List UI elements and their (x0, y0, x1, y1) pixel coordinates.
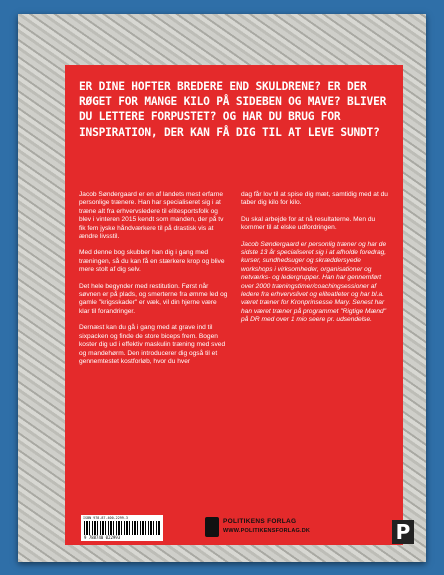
publisher-block (205, 515, 365, 541)
left-column (79, 191, 229, 374)
barcode-bars (84, 521, 160, 535)
right-column (241, 191, 391, 333)
publisher-name: POLITIKENS FORLAG (223, 518, 297, 525)
barcode (81, 515, 163, 541)
book-back-cover (18, 14, 426, 562)
author-bio: Jacob Søndergaard er personlig træner og har de sidste 13 år specialiseret sig i at afholde foredrag, kurser, sundhedsuger og skræddersyede workshops i virksomheder, organisationer og netværks- og ledergrupper. Han har gennemført over 2000 træningstimer/coachingsessioner af ledere fra erhvervslivet og eliteatleter og har bl.a. været træner for Kronprinsesse Mary. Senest har han været træner på programmet "Rigtige Mænd" på DR med over 1 mio seere pr. udsendelse. (241, 240, 387, 324)
publisher-p-mark-icon: P (392, 520, 414, 544)
left-paragraph-1: Jacob Søndergaard er en af landets mest erfarne personlige trænere. Han har specialiseret sig i at træne alt fra erhvervsledere til elitesportsfolk og blev i vinteren 2015 kendt som manden, der på tv fik fem jyske håndværkere til på drastisk vis at ændre livsstil. (79, 191, 224, 241)
isbn-text: ISBN 978-87-400-2299-3 (83, 516, 128, 520)
publisher-logo-icon (205, 517, 219, 537)
publisher-url: WWW.POLITIKENSFORLAG.DK (223, 528, 311, 534)
red-text-panel (65, 65, 411, 545)
headline: ER DINE HOFTER BREDERE END SKULDRENE? ER DER RØGET FOR MANGE KILO PÅ SIDEBEN OG MAVE? BLIVER DU LETTERE FORPUSTET? OG HAR DU BRUG FOR INSPIRATION, DER KAN FÅ DIG TIL AT LEVE SUNDT? (79, 80, 387, 139)
left-paragraph-2: Med denne bog skubber han dig i gang med træningen, så du kan få en stærkere krop og blive mere stolt af dig selv. (79, 249, 225, 274)
right-paragraph-1: dag får lov til at spise dig mæt, samtidig med at du taber dig kilo for kilo. (241, 191, 388, 207)
left-paragraph-3: Det hele begynder med restitution. Først når søvnen er på plads, og smerterne fra ømme led og gamle "krigsskader" er væk, vil din hjerne være klar til forandringer. (79, 282, 228, 315)
right-paragraph-2: Du skal arbejde for at nå resultaterne. Men du kommer til at elske udfordringen. (241, 215, 376, 232)
barcode-number: 9 788740 022993 (84, 535, 121, 540)
left-paragraph-4: Dernæst kan du gå i gang med at grave ind til sixpacken og finde de store biceps frem. Bogen koster dig ud i effektiv maskulin træning med sved og mandehørm. Den introducerer dig også til et gennemtestet kostforløb, hvor du hver (79, 324, 226, 365)
